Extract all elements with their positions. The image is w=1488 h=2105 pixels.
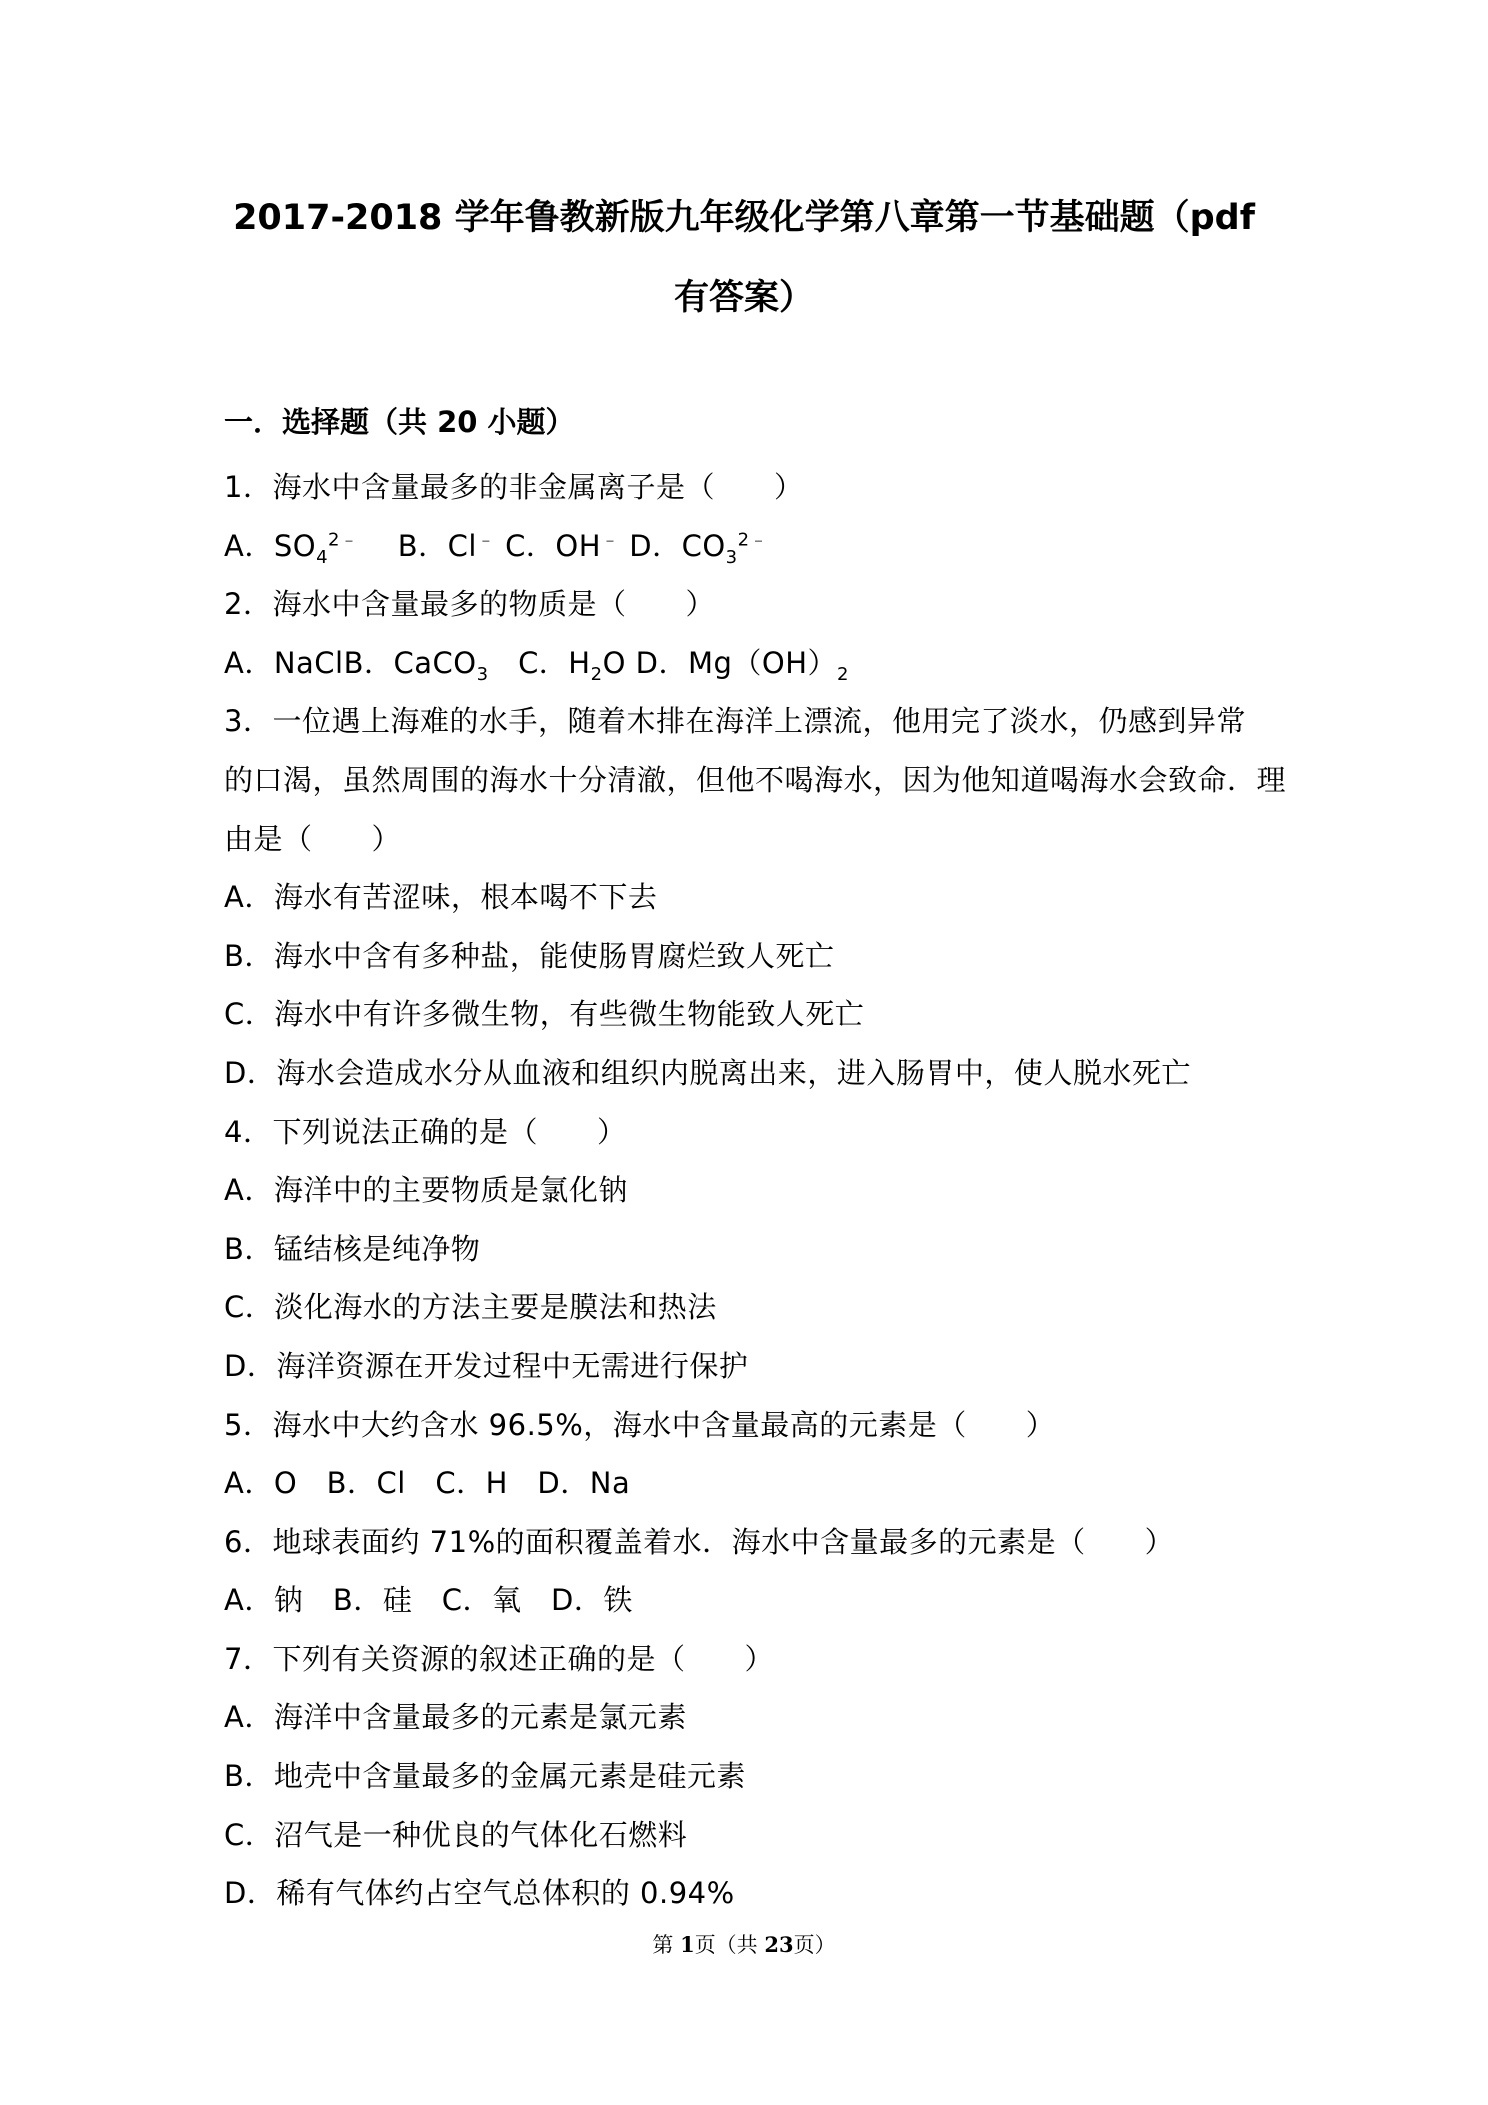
page-number: 1: [680, 1932, 695, 1957]
question-3-option-c: C．海水中有许多微生物，有些微生物能致人死亡: [224, 997, 865, 1032]
title-line-1: 2017-2018 学年鲁教新版九年级化学第八章第一节基础题（pdf: [233, 198, 1255, 238]
question-3-option-b: B．海水中含有多种盐，能使肠胃腐烂致人死亡: [224, 938, 835, 973]
question-7-option-a: A．海洋中含量最多的元素是氯元素: [224, 1700, 687, 1735]
question-2-options: A．NaClB．CaCO$_3$ C．$H_2O$ D．$Mg(OH)_2$: [224, 645, 849, 685]
question-5-options: A．O B．Cl C．H D．Na: [224, 1466, 631, 1501]
question-4-option-a: A．海洋中的主要物质是氯化钠: [224, 1173, 628, 1208]
question-1-options: [224, 517, 1284, 576]
option-c: C．OH﹣: [505, 528, 620, 563]
option-b: B．Cl﹣: [368, 528, 496, 563]
question-3-stem-line-2: 的口渴，虽然周围的海水十分清澈，但他不喝海水，因为他知道喝海水会致命．理: [224, 762, 1287, 797]
question-3-stem-line-1: 3．一位遇上海难的水手，随着木排在海洋上漂流，他用完了淡水，仍感到异常: [224, 704, 1246, 739]
question-3-option-d: D．海水会造成水分从血液和组织内脱离出来，进入肠胃中，使人脱水死亡: [224, 1055, 1191, 1090]
question-4-option-d: D．海洋资源在开发过程中无需进行保护: [224, 1348, 749, 1383]
question-7-stem: 7．下列有关资源的叙述正确的是（ ）: [224, 1641, 774, 1676]
option-a: A．$SO_4^{2﹣}$: [224, 528, 359, 568]
section-heading: 一．选择题（共 20 小题）: [224, 405, 575, 439]
question-7-option-b: B．地壳中含量最多的金属元素是硅元素: [224, 1759, 746, 1794]
question-7-option-d: D．稀有气体约占空气总体积的 0.94%: [224, 1876, 735, 1911]
question-4-option-c: C．淡化海水的方法主要是膜法和热法: [224, 1290, 717, 1325]
question-6-stem: 6．地球表面约 71%的面积覆盖着水．海水中含量最多的元素是（ ）: [224, 1524, 1175, 1559]
question-4-stem: 4．下列说法正确的是（ ）: [224, 1114, 627, 1149]
question-5-stem: 5．海水中大约含水 96.5%，海水中含量最高的元素是（ ）: [224, 1407, 1056, 1442]
question-2-stem: 2．海水中含量最多的物质是（ ）: [224, 587, 715, 622]
question-4-option-b: B．锰结核是纯净物: [224, 1231, 481, 1266]
title-line-2: 有答案）: [673, 278, 814, 318]
question-1-stem: 1．海水中含量最多的非金属离子是（ ）: [224, 470, 804, 504]
question-3-stem-line-3: 由是（ ）: [224, 821, 402, 856]
question-3-option-a: A．海水有苦涩味，根本喝不下去: [224, 880, 658, 915]
page-title: [180, 178, 1308, 338]
page-total: 23: [764, 1932, 794, 1957]
option-d: D．$CO_3^{2﹣}$: [629, 528, 769, 568]
page-footer: 第 1页（共 23页）: [652, 1932, 836, 1957]
question-6-options: A．钠 B．硅 C．氧 D．铁: [224, 1583, 633, 1618]
question-7-option-c: C．沼气是一种优良的气体化石燃料: [224, 1817, 688, 1852]
question-list: [224, 458, 1287, 1923]
